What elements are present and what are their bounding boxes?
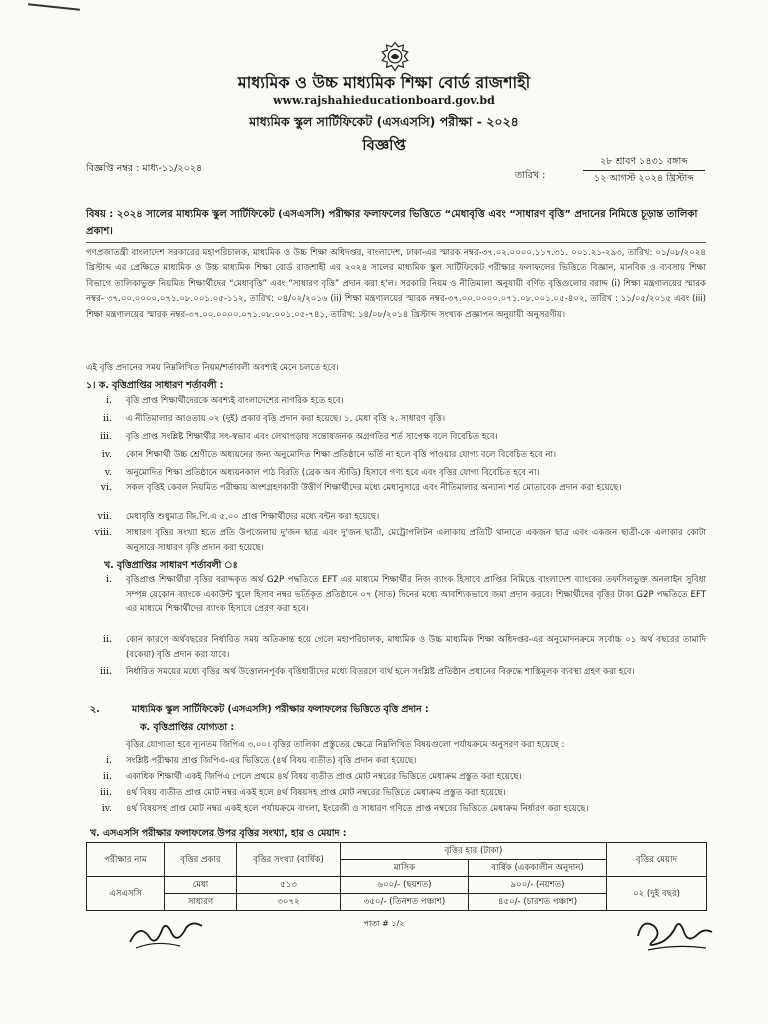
item-number: ii. — [102, 413, 112, 424]
cell-type: মেধা — [165, 877, 237, 894]
page-number: পাতা # ১/২ — [363, 919, 405, 928]
item-number: vi. — [100, 482, 112, 493]
item-text: ৪র্থ বিষয় ব্যতীত প্রাপ্ত মোট নম্বর একই হলে ৪র্থ বিষয়সহ প্রাপ্ত মোট নম্বরের ভিত্তিতে মেধাক্রম প্রস্তুত করা হয়েছে। — [126, 788, 506, 798]
rules-note: এই বৃত্তি প্রদানের সময় নিম্নলিখিত নিয়ম/শর্তাবলী অবশ্যই মেনে চলতে হবে। — [86, 363, 339, 373]
cell-monthly: ৬০০/- (ছয়শত) — [341, 877, 469, 894]
item-text: নির্ধারিত সময়ের মধ্যে বৃত্তির অর্থ উত্তোলনপূর্বক বৃত্তিধারীদের মধ্যে বিতরণে ব্যর্থ হলে সংশ্লিষ্ট প্রতিষ্ঠান প্রধানের বিরুদ্ধে শাস্তিমূলক ব্যবস্থা গ্রহণ করা হবে। — [126, 667, 635, 677]
cell-duration: ০২ (দুই বছর) — [607, 877, 707, 911]
date-english: ১২ আগস্ট ২০২৪ খ্রিস্টাব্দ — [594, 173, 694, 184]
table-row — [87, 877, 707, 894]
cell-yearly: ৯০০/- (নয়শত) — [469, 877, 607, 894]
left-signature-icon — [126, 912, 206, 954]
section-2-subheading: ক. বৃত্তিপ্রাপ্তির যোগ্যতা : — [140, 722, 235, 733]
date-label: তারিখ : — [515, 170, 546, 181]
table-heading: খ. এসএসসি পরীক্ষার ফলাফলের উপর বৃত্তির সংখ্যা, হার ও মেয়াদ : — [90, 828, 347, 839]
item-text: বৃত্তি প্রাপ্ত শিক্ষার্থীদেরকে অবশ্যই বাংলাদেশের নাগরিক হতে হবে। — [126, 396, 344, 406]
table-header-row — [87, 843, 707, 860]
item-text: ৪র্থ বিষয়সহ প্রাপ্ত মোট নম্বর একই হলে পর্যায়ক্রমে বাংলা, ইংরেজী ও সাধারণ গণিতে প্রাপ্ত নম্বরের ভিত্তিতে মেধাক্রম নির্ধারণ করা হয়েছে। — [126, 804, 589, 814]
item-text: একাধিক শিক্ষার্থী একই জিপিএ পেলে প্রথমে ৪র্থ বিষয় ব্যতীত প্রাপ্ত মোট নম্বরের ভিত্তিতে মেধাক্রম প্রস্তুত করা হয়েছে। — [126, 772, 522, 782]
item-number: iii. — [99, 431, 112, 442]
cell-type: সাধারণ — [165, 894, 237, 911]
item-number: ii. — [102, 771, 112, 782]
item-number: i. — [105, 395, 112, 406]
item-text: এ নীতিমালার আওতায় ০২ (দুই) প্রকার বৃত্তি প্রদান করা হয়েছে। ১. মেধা বৃত্তি ২. সাধারণ বৃত্তি। — [126, 414, 446, 424]
item-number: iv. — [101, 803, 112, 814]
item-number: i. — [105, 574, 112, 585]
notice-title: বিজ্ঞপ্তি — [362, 136, 406, 154]
exam-name: মাধ্যমিক স্কুল সার্টিফিকেট (এসএসসি) পরীক্ষা - ২০২৪ — [249, 114, 519, 129]
intro-paragraph: গণপ্রজাতন্ত্রী বাংলাদেশ সরকারের মহাপরিচালক, মাধ্যমিক ও উচ্চ শিক্ষা অধিদপ্তর, বাংলাদেশ, ঢাকা-এর স্মারক নম্বর-৩৭.০২.০০০০.১১৭.৩১. ০০১.২১-২৯৩, তারিখ: ০১/০৮/২০২৪ খ্রিস্টাব্দ এর প্রেক্ষিতে মাধ্যমিক ও উচ্চ মাধ্যমিক শিক্ষা বোর্ড রাজশাহী এর ২০২৪ সালের মাধ্যমিক স্কুল সার্টিফিকেট পরীক্ষার ফলাফলের ভিত্তিতে বিজ্ঞান, মানবিক ও ব্যবসায় শিক্ষা বিভাগে তালিকাভুক্ত নিয়মিত শিক্ষার্থীদের “মেধাবৃত্তি” এবং “সাধারণ বৃত্তি” প্রদান করা হ'ল। সরকারি নিয়ম ও নীতিমালা অনুযায়ী বর্ণিত বৃত্তিগুলোর বরাদ্দ (i) শিক্ষা মন্ত্রণালয়ের স্মারক নম্বর- ৩৭.০০.০০০০.০৭১.০৮.০০১.০৫-১১২, তারিখ: ০৪/০২/২০১৬ (ii) শিক্ষা মন্ত্রণালয়ের স্মারক নম্বর-৩৭.০০.০০০০.০৭১.০৮.০০১.০৫-৪০২, তারিখ : ১১/০৫/২০১৫ এবং (iii) শিক্ষা মন্ত্রণালয়ের স্মারক নম্বর-৩৭.০০.০০০০.০৭১.০৮.০০১.০৫-৭৪১, তারিখ: ১৪/০৮/২০১৪ খ্রিস্টাব্দ সংখ্যক প্রজ্ঞাপন অনুযায়ী অনুসরণীয়। — [86, 248, 706, 320]
section-2-heading: মাধ্যমিক স্কুল সার্টিফিকেট (এসএসসি) পরীক্ষার ফলাফলের ভিত্তিতে বৃত্তি প্রদান : — [132, 704, 429, 715]
item-text: সংশ্লিষ্ট পরীক্ষায় প্রাপ্ত জিপিএ-এর ভিত্তিতে (৪র্থ বিষয় ব্যতীত) বৃত্তি প্রদান করা হয়েছে। — [126, 756, 417, 766]
cell-monthly: ৩৫০/- (তিনশত পঞ্চাশ) — [341, 894, 469, 911]
eligibility-intro: বৃত্তির যোগ্যতা হবে ন্যূনতম জিপিএ ৩.০০। বৃত্তির তালিকা প্রস্তুতের ক্ষেত্রে নিম্নলিখিত বিষয়গুলো পর্যায়ক্রমে অনুসরণ করা হয়েছে : — [126, 740, 565, 750]
scan-mark — [28, 3, 80, 10]
right-signature-icon — [632, 912, 716, 956]
notice-number: বিজ্ঞপ্তি নম্বর : মাধ্য-১১/২০২৪ — [86, 163, 203, 174]
scholarship-table — [86, 842, 707, 911]
header-count: বৃত্তির সংখ্যা (বার্ষিক) — [237, 843, 341, 877]
subject-divider — [86, 242, 706, 243]
item-text: অনুমোদিত শিক্ষা প্রতিষ্ঠানে অধ্যয়নকাল পাঠ বিরতি (ব্রেক অব স্টাডি) হিসাবে গণ্য হবে এবং বৃত্তির যোগ্য বিবেচিত হবে না। — [126, 468, 540, 478]
section-1b-heading: খ. বৃত্তিপ্রাপ্তির সাধারণ শর্তাবলী ঃ — [104, 560, 238, 571]
item-text: কোন কারণে অর্থবছরের নির্ধারিত সময় অতিক্রান্ত হয়ে গেলে মহাপরিচালক, মাধ্যমিক ও উচ্চ মাধ্যমিক শিক্ষা অধিদপ্তর-এর অনুমোদনক্রমে সর্বোচ্চ ০১ অর্থ বছরের তামাদি (বকেয়া) বৃত্তি প্রদান করা যাবে। — [126, 635, 706, 660]
header-monthly: মাসিক — [341, 860, 469, 877]
item-text: বৃত্তি প্রাপ্ত সংশ্লিষ্ট শিক্ষার্থীর সৎ-স্বভাব এবং লেখাপড়ায় সন্তোষজনক অগ্রগতির শর্ত সাপেক্ষ বলে বিবেচিত হবে। — [126, 432, 498, 442]
item-text: বৃত্তিপ্রাপ্ত শিক্ষার্থীরা বৃত্তির বরাদ্দকৃত অর্থ G2P পদ্ধতিতে EFT এর মাধ্যমে শিক্ষার্থীর নিজ ব্যাংক হিসাবে প্রাপ্তির নিমিত্তে বাংলাদেশ ব্যাংকের তফসিলভুক্ত অনলাইন সুবিধা সম্পন্ন যেকোন ব্যাংকে একাউন্ট খুলে হিসাব নম্বর ভর্তিকৃত প্রতিষ্ঠানে ০৭ (সাত) দিনের মধ্যে আবশ্যিকভাবে জমা প্রদান করবে। শিক্ষার্থীদের বৃত্তির টাকা G2P পদ্ধতিতে EFT এর মাধ্যমে শিক্ষার্থীদের ব্যাংক হিসাবে প্রেরণ করা হবে। — [126, 575, 706, 614]
subject-line: বিষয় : ২০২৪ সালের মাধ্যমিক স্কুল সার্টিফিকেট (এসএসসি) পরীক্ষার ফলাফলের ভিত্তিতে “মেধাবৃত্তি এবং “সাধারণ বৃত্তি” প্রদানের নিমিত্তে চূড়ান্ত তালিকা প্রকাশ। — [86, 209, 698, 237]
board-website: www.rajshahieducationboard.gov.bd — [273, 94, 495, 107]
item-text: সকল বৃত্তিই কেবল নিয়মিত পরীক্ষায় অংশগ্রহণকারী উত্তীর্ণ শিক্ষার্থীদের মধ্যে মেধানুসারে এবং নীতিমালার অন্যান্য শর্ত মোতাবেক প্রদান করা হয়েছে। — [126, 483, 622, 493]
item-number: viii. — [94, 527, 112, 538]
header-yearly: বার্ষিক (এককালীন অনুদান) — [469, 860, 607, 877]
section-2-number: ২. — [90, 704, 100, 715]
header-duration: বৃত্তির মেয়াদ — [607, 843, 707, 877]
date-block — [583, 154, 705, 187]
date-bangla: ২৮ শ্রাবণ ১৪৩১ বঙ্গাব্দ — [600, 156, 688, 167]
header-type: বৃত্তির প্রকার — [165, 843, 237, 877]
header-rate: বৃত্তির হার (টাকা) — [341, 843, 607, 860]
board-name: মাধ্যমিক ও উচ্চ মাধ্যমিক শিক্ষা বোর্ড রাজশাহী — [237, 73, 531, 92]
item-number: v. — [104, 467, 112, 478]
cell-yearly: ৪৫০/- (চারশত পঞ্চাশ) — [469, 894, 607, 911]
cell-exam: এসএসসি — [87, 877, 165, 911]
header-exam: পরীক্ষার নাম — [87, 843, 165, 877]
item-number: iii. — [99, 787, 112, 798]
item-number: iv. — [101, 449, 112, 460]
cell-count: ৩০৭২ — [237, 894, 341, 911]
board-emblem-icon — [378, 40, 412, 74]
section-1a-heading: ১। ক. বৃত্তিপ্রাপ্তির সাধারণ শর্তাবলী : — [86, 380, 224, 391]
item-text: মেধাবৃত্তি শুধুমাত্র জি.পি.এ ৫.০০ প্রাপ্ত শিক্ষার্থীদের মধ্যে বন্টন করা হয়েছে। — [126, 512, 380, 522]
item-number: i. — [105, 755, 112, 766]
item-text: কোন শিক্ষার্থী উচ্চ শ্রেণীতে অধ্যয়নের জন্য অনুমোদিত শিক্ষা প্রতিষ্ঠানে ভর্তি না হলে বৃত্তি পাওয়ার যোগ্য বলে বিবেচিত হবে না। — [126, 450, 557, 460]
item-number: vii. — [97, 511, 112, 522]
cell-count: ৫১৩ — [237, 877, 341, 894]
item-text: সাধারণ বৃত্তির সংখ্যা হতে প্রতি উপজেলায় দু'জন ছাত্র এবং দু'জন ছাত্রী, মেট্রোপলিটন এলাকায় প্রতিটি থানাতে একজন ছাত্র এবং একজন ছাত্রী-কে এলাকার কোটা অনুসারে সাধারণ বৃত্তি প্রদান করা হয়েছে। — [126, 528, 706, 553]
item-number: iii. — [99, 666, 112, 677]
item-number: ii. — [102, 634, 112, 645]
